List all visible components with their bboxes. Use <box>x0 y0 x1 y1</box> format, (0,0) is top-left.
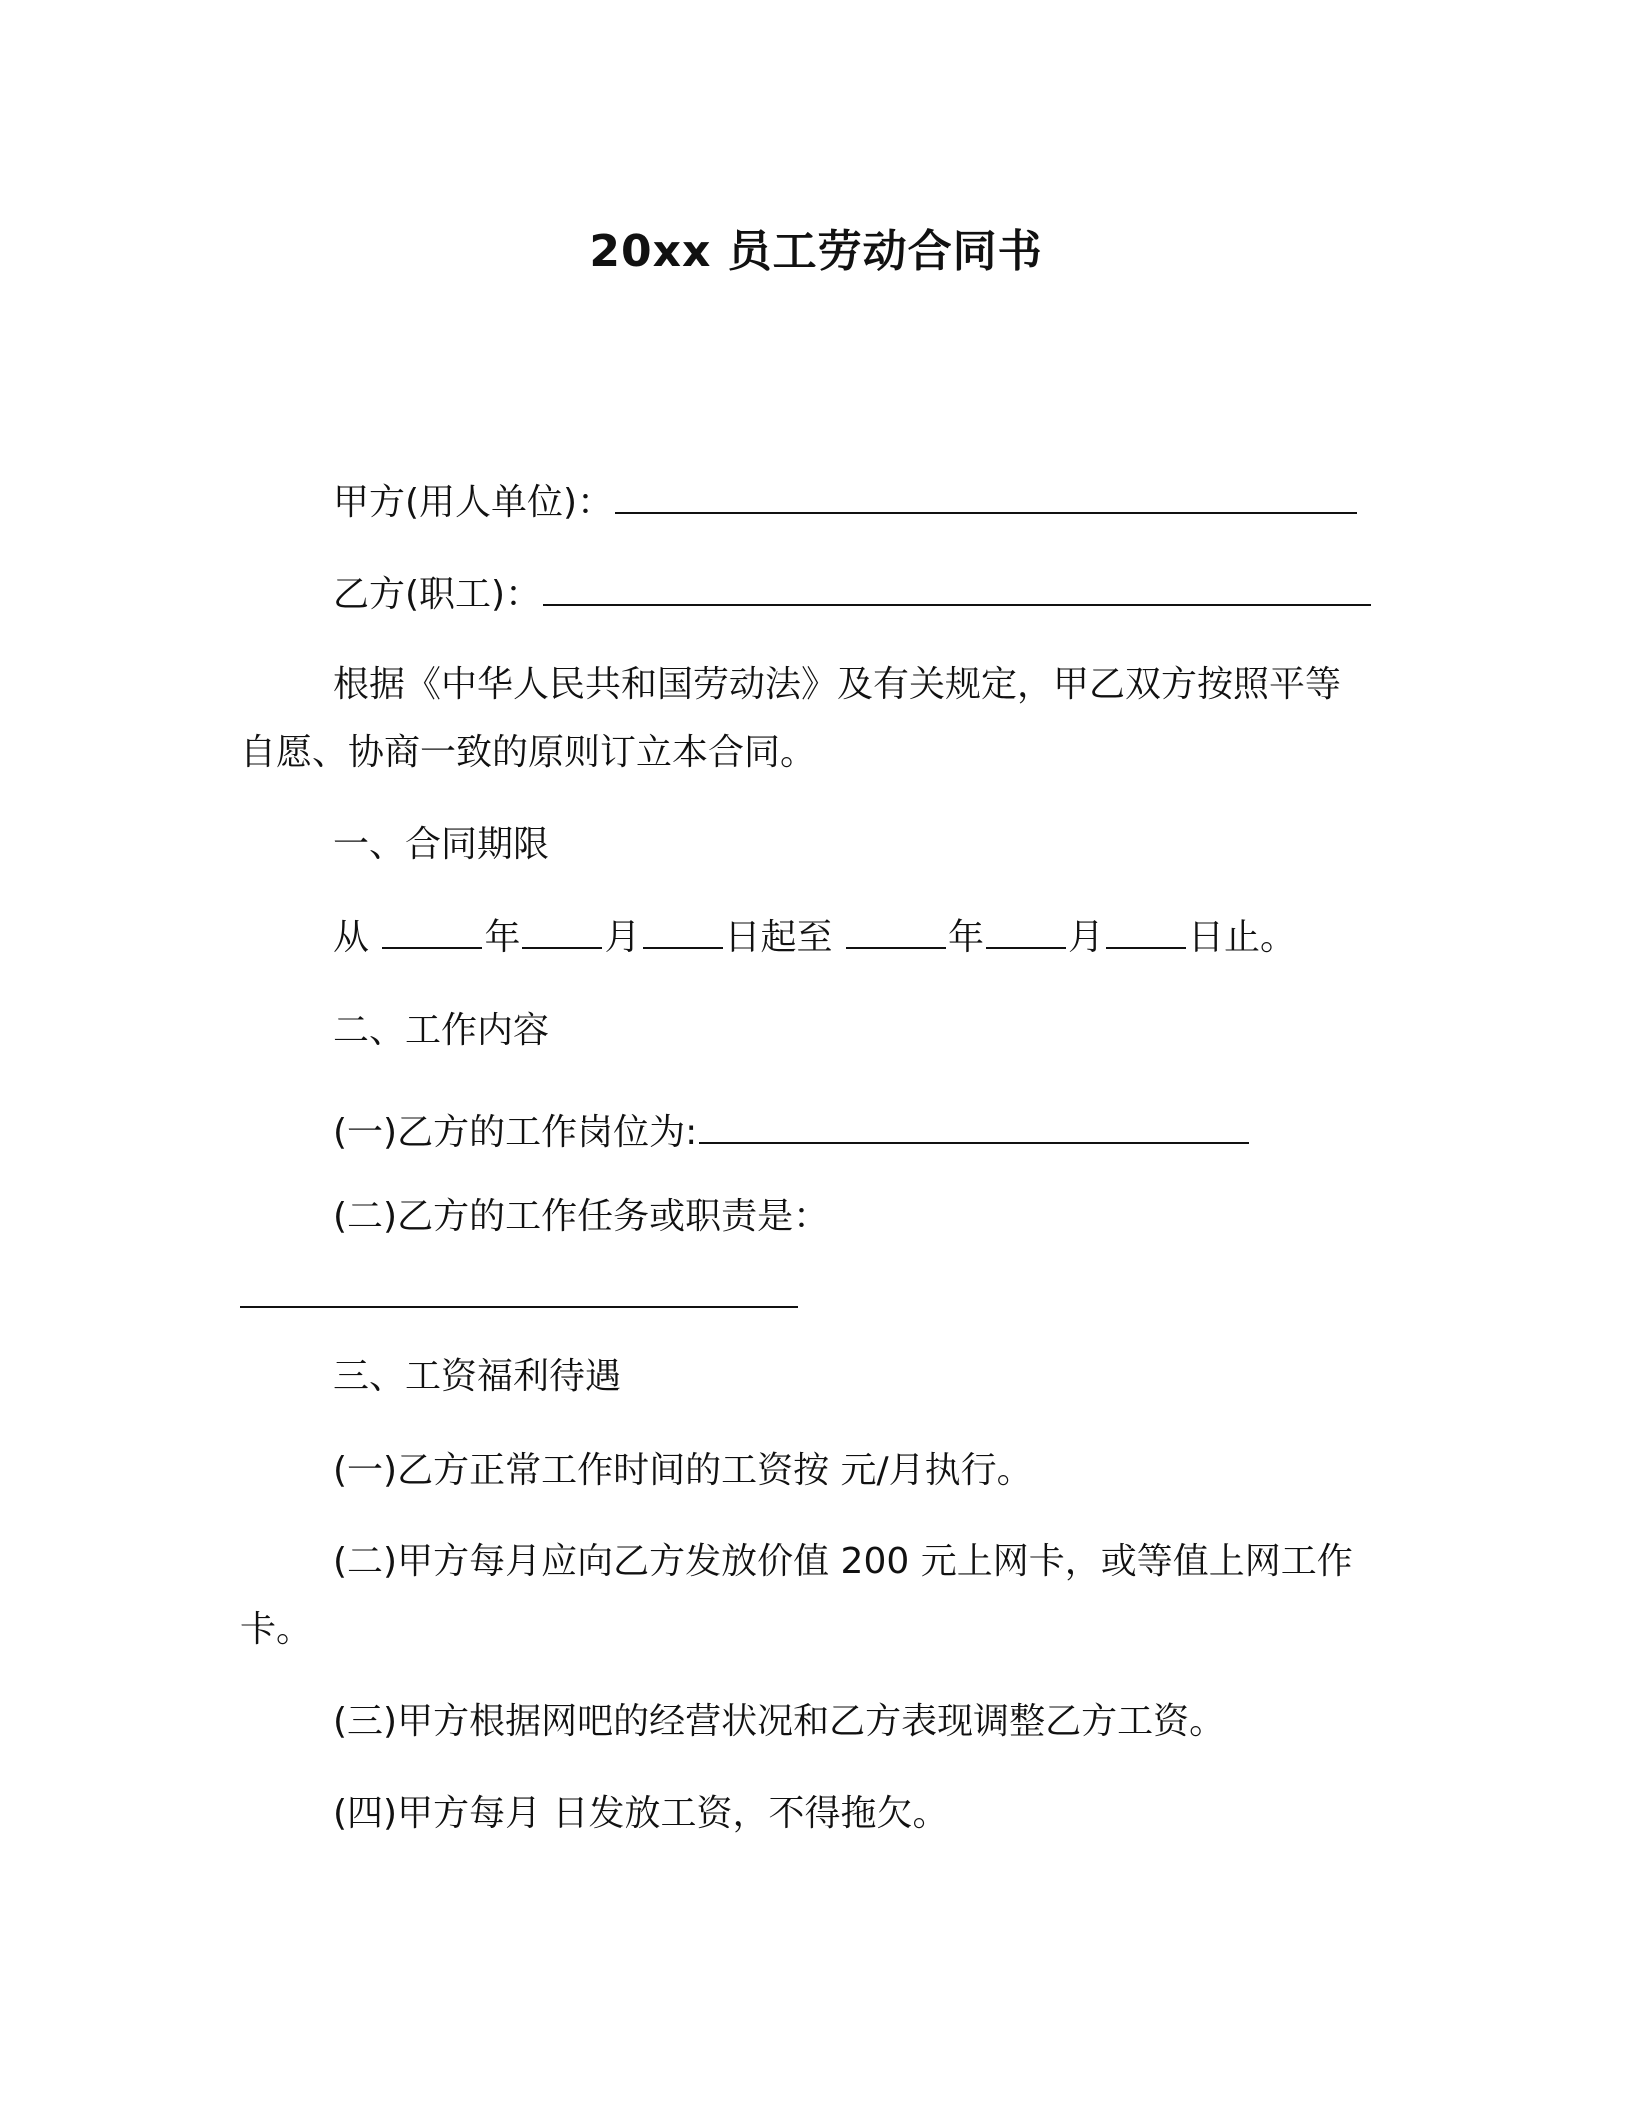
section2-heading: 二、工作内容 <box>333 1010 550 1051</box>
term-line <box>333 913 1296 963</box>
term-year2: 年 <box>947 917 984 958</box>
party-a-label: 甲方(用人单位)： <box>333 482 614 523</box>
item3-2-line-2: 卡。 <box>240 1609 313 1650</box>
section1-heading: 一、合同期限 <box>333 824 550 865</box>
term-month2: 月 <box>1067 917 1104 958</box>
duties-blank[interactable] <box>240 1276 798 1308</box>
term-day-end: 日止。 <box>1188 917 1297 958</box>
party-b-blank[interactable] <box>543 574 1371 606</box>
party-a-blank[interactable] <box>615 482 1357 514</box>
party-b-label: 乙方(职工)： <box>333 574 542 615</box>
start-day-blank[interactable] <box>643 917 723 949</box>
job-position-blank[interactable] <box>699 1112 1249 1144</box>
item3-1: (一)乙方正常工作时间的工资按 元/月执行。 <box>333 1450 1033 1491</box>
term-month1: 月 <box>604 917 641 958</box>
start-year-blank[interactable] <box>382 917 482 949</box>
intro-line-2: 自愿、协商一致的原则订立本合同。 <box>240 732 817 773</box>
item2-1-line <box>333 1108 1251 1158</box>
item2-1-label: (一)乙方的工作岗位为: <box>333 1112 698 1153</box>
start-month-blank[interactable] <box>522 917 602 949</box>
end-year-blank[interactable] <box>846 917 946 949</box>
term-year1: 年 <box>484 917 521 958</box>
duties-line <box>240 1272 798 1322</box>
item3-2-line-1: (二)甲方每月应向乙方发放价值 200 元上网卡，或等值上网工作 <box>333 1541 1353 1582</box>
term-day-start: 日起至 <box>724 917 833 958</box>
document-title: 20xx 员工劳动合同书 <box>589 226 1043 277</box>
item2-2: (二)乙方的工作任务或职责是： <box>333 1196 830 1237</box>
end-day-blank[interactable] <box>1106 917 1186 949</box>
intro-line-1: 根据《中华人民共和国劳动法》及有关规定，甲乙双方按照平等 <box>333 664 1342 705</box>
item3-3: (三)甲方根据网吧的经营状况和乙方表现调整乙方工资。 <box>333 1701 1226 1742</box>
section3-heading: 三、工资福利待遇 <box>333 1356 622 1397</box>
item3-4: (四)甲方每月 日发放工资，不得拖欠。 <box>333 1793 949 1834</box>
party-b-line <box>333 570 1373 620</box>
end-month-blank[interactable] <box>986 917 1066 949</box>
term-from: 从 <box>333 917 370 958</box>
party-a-line <box>333 478 1359 528</box>
